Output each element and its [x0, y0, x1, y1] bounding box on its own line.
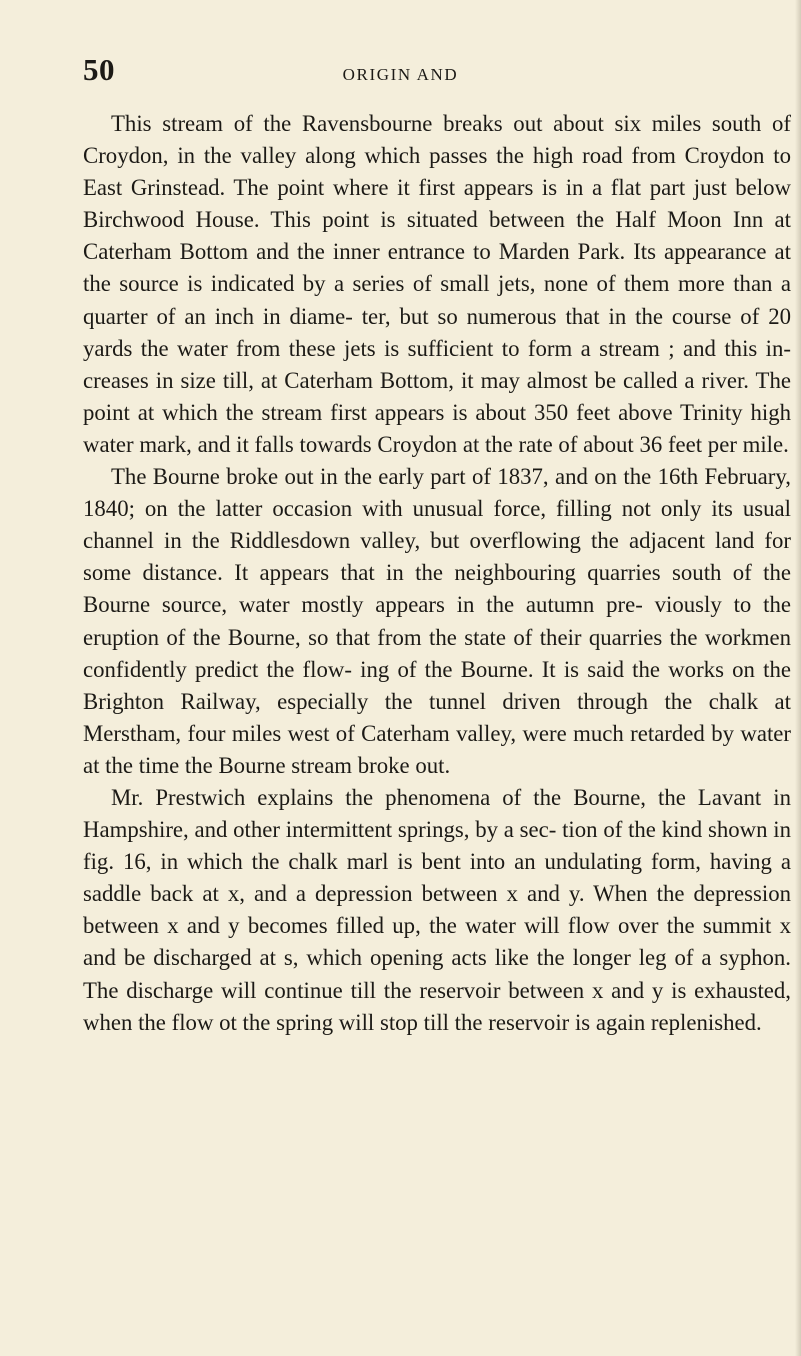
- body-text: [83, 108, 791, 1039]
- running-head: ORIGIN AND: [342, 65, 459, 84]
- paragraph-ravensbourne: This stream of the Ravensbourne breaks out about six miles south of Croydon, in the valley along which passes the high road from Croydon to East Grinstead. The point where it first appears is in a flat part just below Birchwood House. This point is situated between the Half Moon Inn at Caterham Bottom and the inner entrance to Marden Park. Its appearance at the source is indicated by a series of small jets, none of them more than a quarter of an inch in diame- ter, but so numerous that in the course of 20 yards the water from these jets is sufficient to form a stream ; and this in- creases in size till, at Caterham Bottom, it may almost be called a river. The point at which the stream first appears is about 350 feet above Trinity high water mark, and it falls towards Croydon at the rate of about 36 feet per mile.: [83, 111, 791, 457]
- paragraph-bourne-eruption: The Bourne broke out in the early part of 1837, and on the 16th February, 1840; on the latter occasion with unusual force, filling not only its usual channel in the Riddlesdown valley, but overflowing the adjacent land for some distance. It appears that in the neighbouring quarries south of the Bourne source, water mostly appears in the autumn pre- viously to the eruption of the Bourne, so that from the state of their quarries the workmen confidently predict the flow- ing of the Bourne. It is said the works on the Brighton Railway, especially the tunnel driven through the chalk at Merstham, four miles west of Caterham valley, were much retarded by water at the time the Bourne stream broke out.: [83, 464, 791, 778]
- paragraph-prestwich-explanation: Mr. Prestwich explains the phenomena of the Bourne, the Lavant in Hampshire, and other intermittent springs, by a sec- tion of the kind shown in fig. 16, in which the chalk marl is bent into an undulating form, having a saddle back at x, and a depression between x and y. When the depression between x and y becomes filled up, the water will flow over the summit x and be discharged at s, which opening acts like the longer leg of a syphon. The discharge will continue till the reservoir between x and y is exhausted, when the flow ot the spring will stop till the reservoir is again replenished.: [83, 784, 791, 1035]
- page-edge-shadow: [795, 0, 801, 1356]
- page-number: 50: [83, 52, 115, 87]
